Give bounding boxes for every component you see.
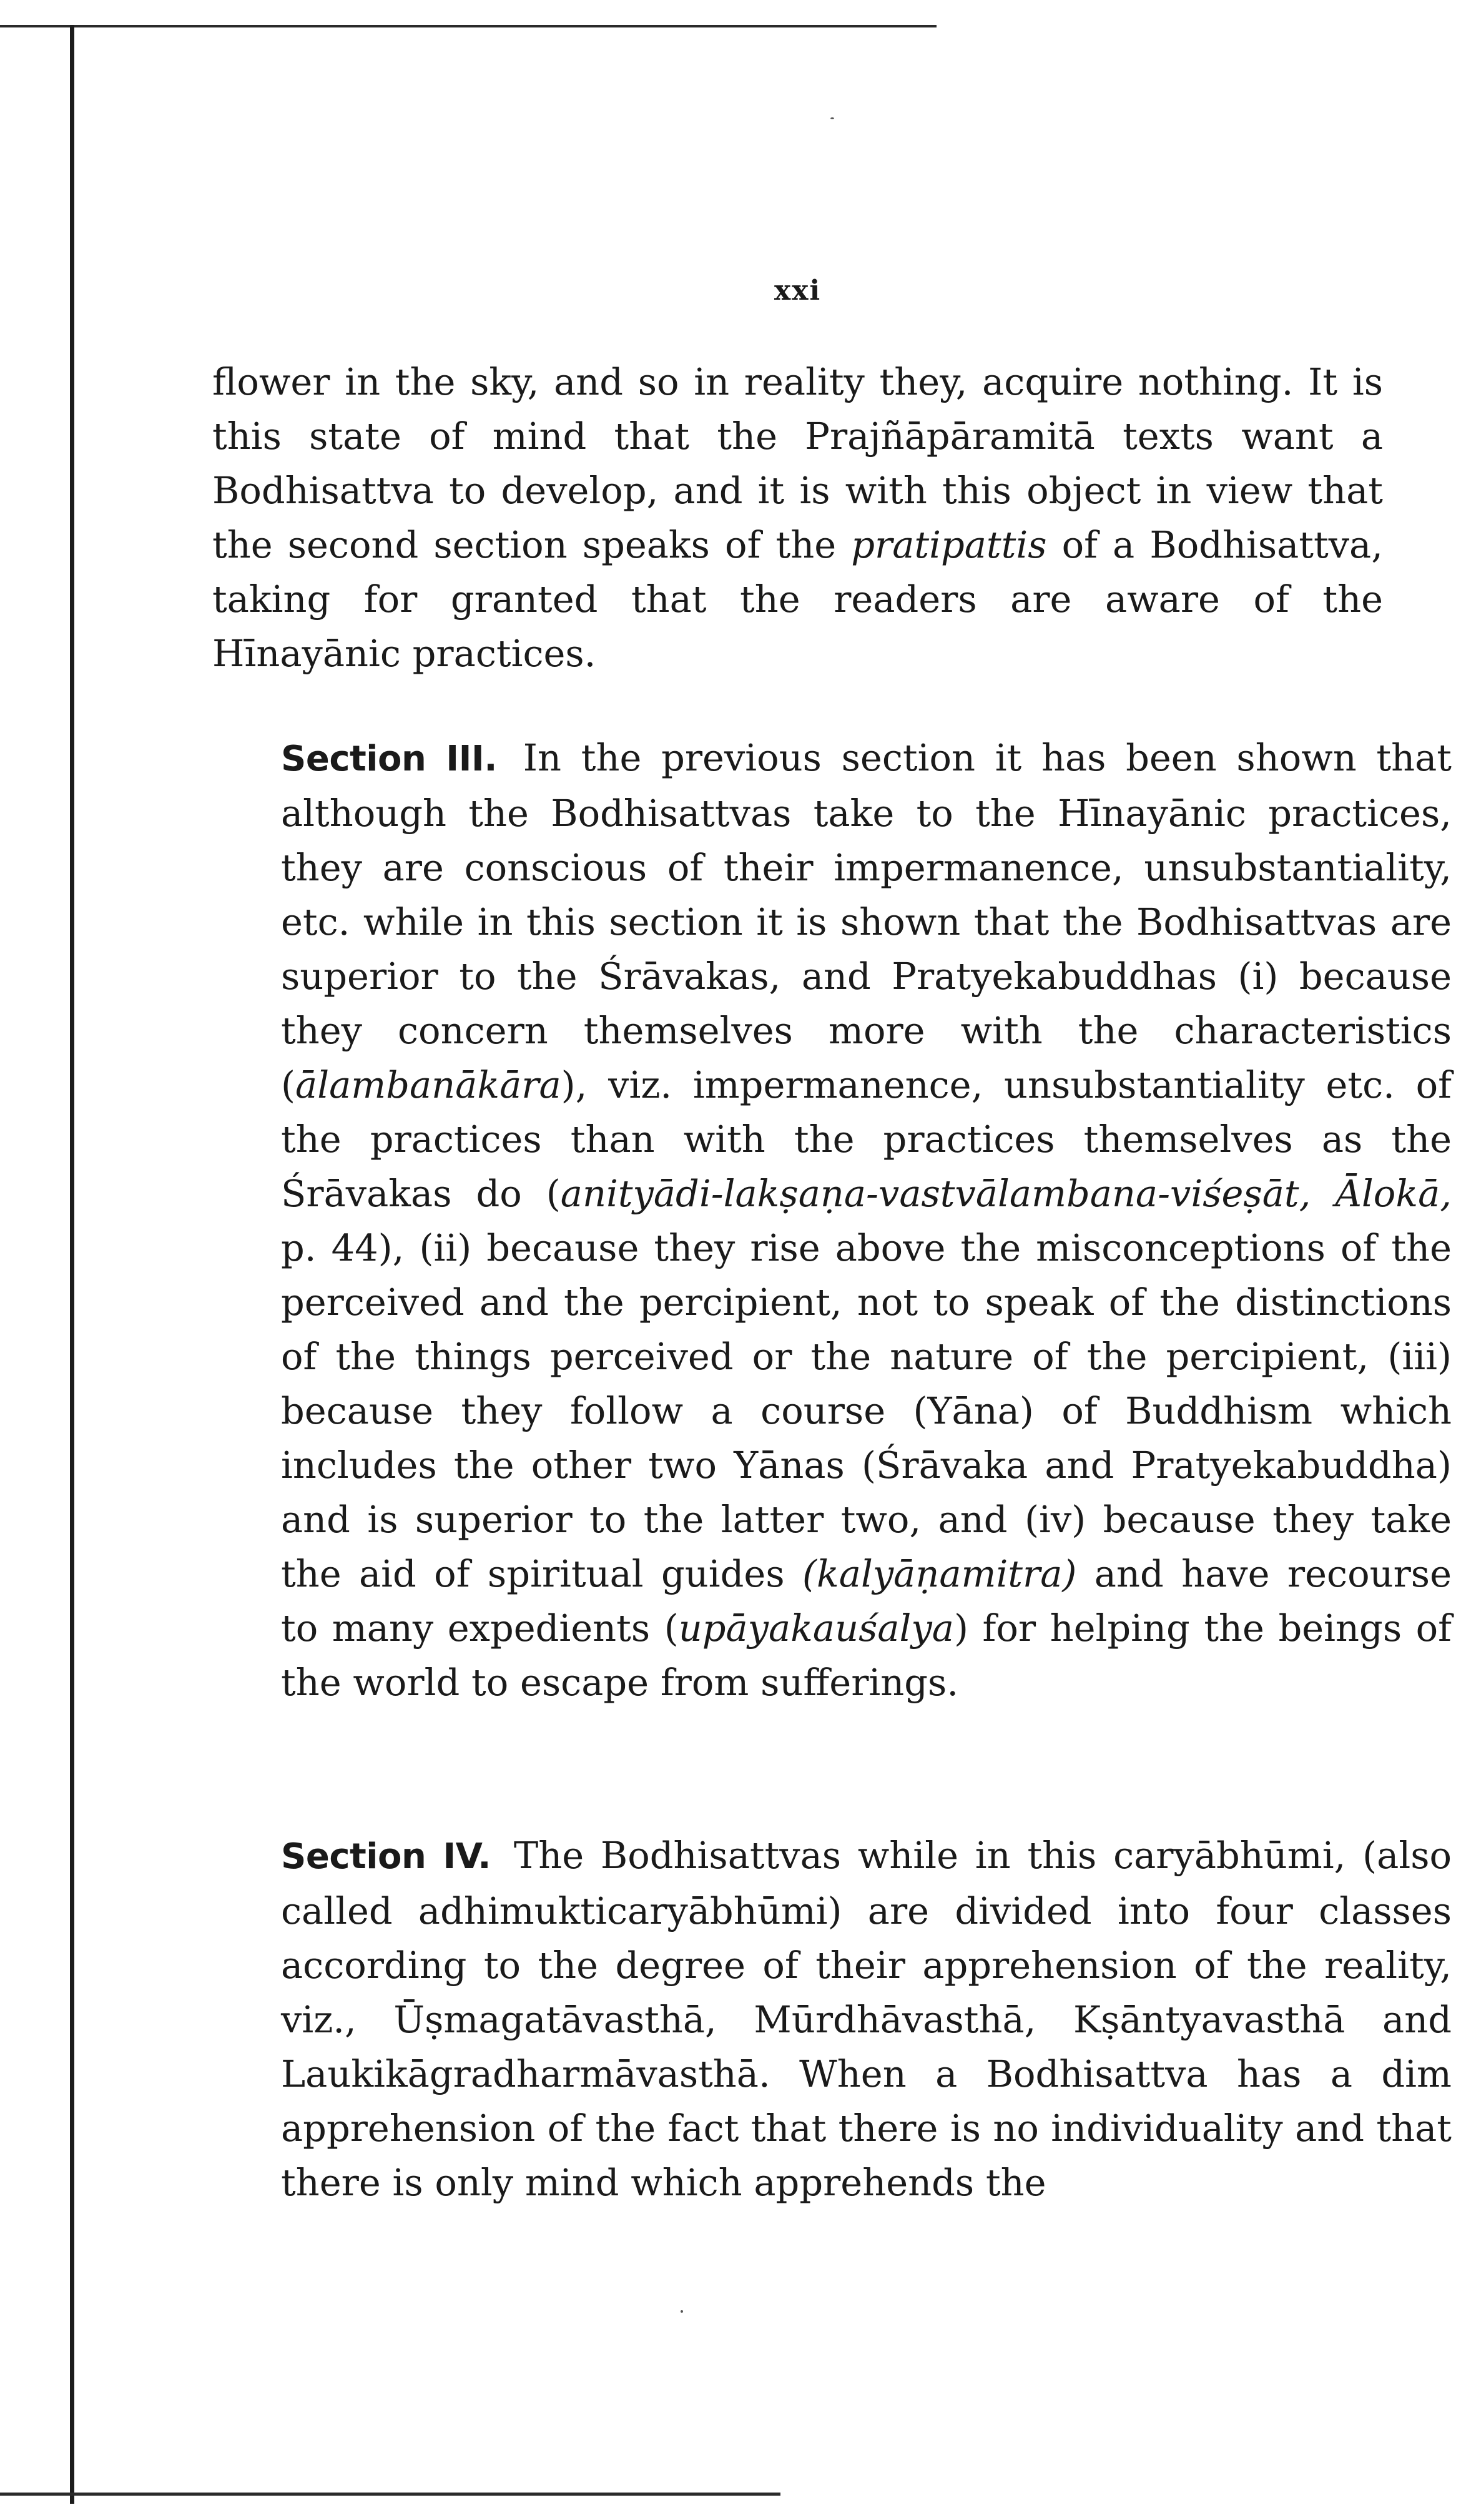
paragraph-text: ), viz. impermanence, unsubstantiality etc. of the practices than with the practices themselves as the Śrāvakas do ( <box>281 1063 1452 1215</box>
paragraph-text: In the previous section it has been shown that although the Bodhisattvas take to the Hīnayānic practices, they are conscious of their impermanence, unsubstantiality, etc. while in this section it is shown that the Bodhisattvas are superior to the Śrāvakas, and Pratyekabuddhas (i) because they concern themselves more with the characteristics ( <box>281 736 1452 1106</box>
paragraph-text: The Bodhisattvas while in this caryābhūmi, (also called adhimukticaryābhūmi) are divided into four classes according to the degree of their apprehension of the reality, viz., Ūṣmagatāvasthā, Mūrdhāvasthā, Kṣāntyavasthā and Laukikāgradharmāvasthā. When a Bodhisattva has a dim apprehension of the fact that there is no individuality and that there is only mind which apprehends the <box>281 1834 1452 2204</box>
scan-speck <box>830 117 834 119</box>
section-four-paragraph <box>212 1828 1452 2210</box>
paragraph-text: of a Bodhisattva, taking for granted that the readers are aware of the Hīnayānic practices. <box>212 523 1383 675</box>
section-heading: Section III. <box>281 739 498 779</box>
paragraph-text: flower in the sky, and so in reality they, acquire nothing. It is this state of mind that the Prajñāpāramitā texts want a Bodhisattva to develop, and it is with this object in view that the second section speaks of the <box>212 360 1383 566</box>
scan-speck <box>681 2310 683 2313</box>
section-heading: Section IV. <box>281 1836 491 1877</box>
left-margin-rule <box>70 25 74 2504</box>
paragraph-text: and have recourse to many expedients ( <box>281 1552 1452 1650</box>
page-number: xxi <box>774 275 822 307</box>
italic-term: anityādi-lakṣaṇa-vastvālambana-viśeṣāt, Ālokā, <box>560 1172 1452 1215</box>
bottom-border-rule <box>0 2493 780 2496</box>
paragraph-text: p. 44), (ii) because they rise above the misconceptions of the perceived and the percipient, not to speak of the distinctions of the things perceived or the nature of the percipient, (iii) because they follow a course (Yāna) of Buddhism which includes the other two Yānas (Śrāvaka and Pratyekabuddha) and is superior to the latter two, and (iv) because they take the aid of spiritual guides <box>281 1226 1452 1595</box>
top-border-rule <box>0 25 937 27</box>
italic-term: ālambanākāra <box>295 1063 561 1106</box>
section-three-paragraph <box>212 731 1452 1710</box>
paragraph-continuation <box>212 355 1383 681</box>
italic-term: upāyakauśalya <box>678 1607 954 1650</box>
italic-term: (kalyāṇamitra) <box>802 1552 1077 1595</box>
italic-term: pratipattis <box>851 523 1047 566</box>
paragraph-text: ) for helping the beings of the world to escape from sufferings. <box>281 1607 1452 1704</box>
